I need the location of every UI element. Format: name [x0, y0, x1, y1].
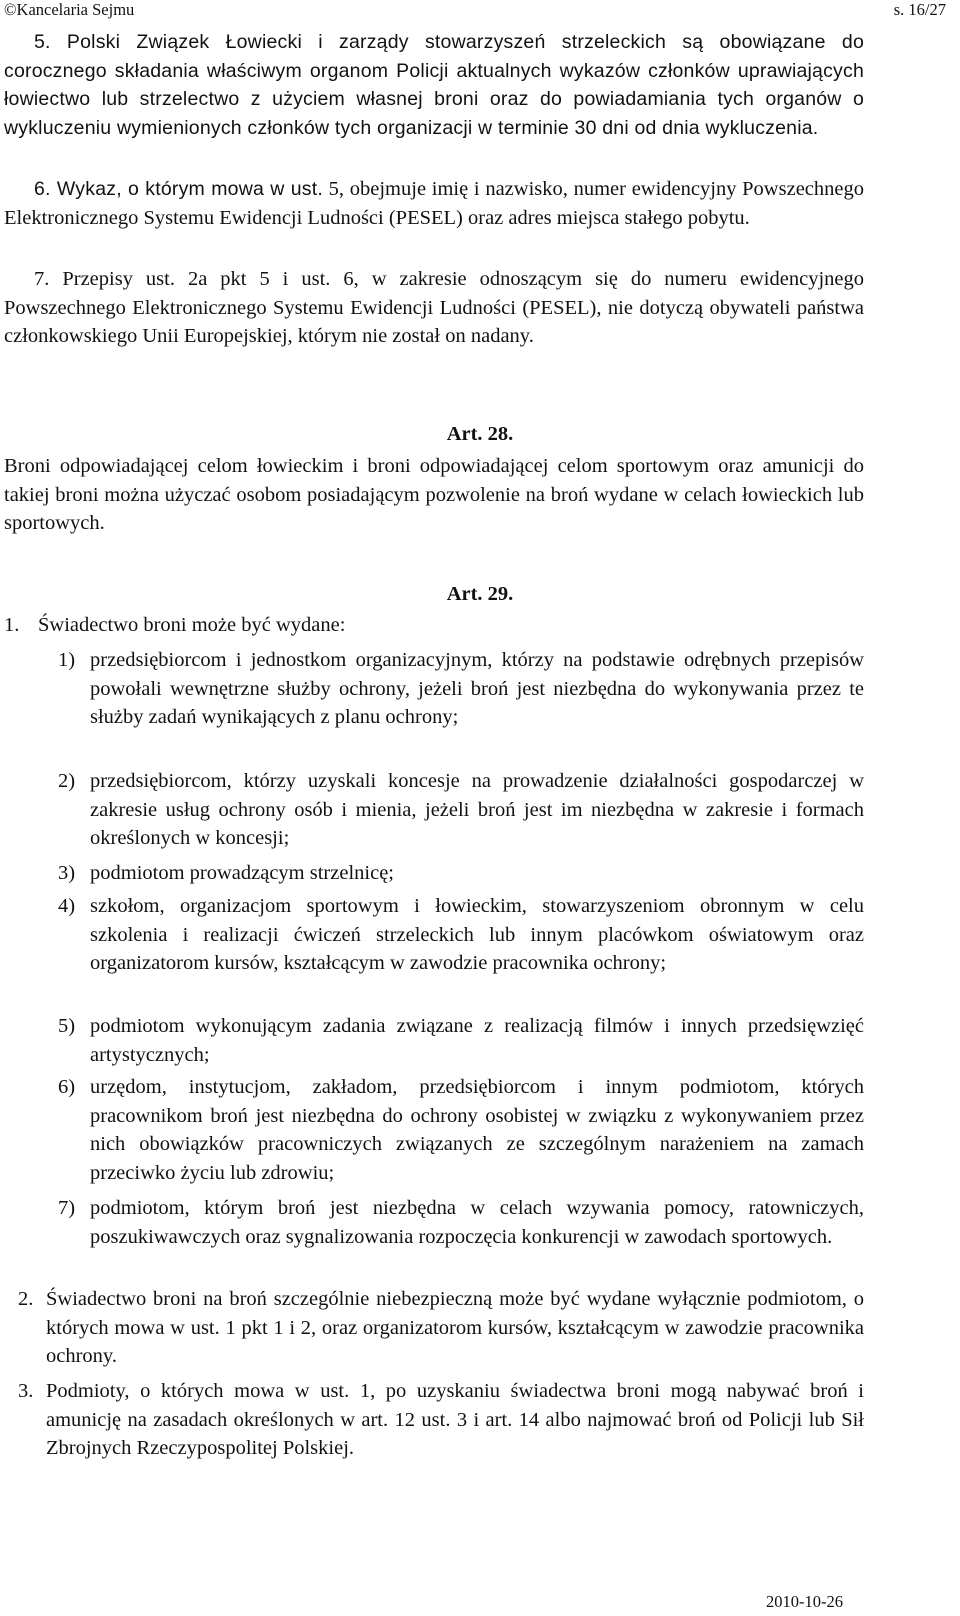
point-text: podmiotom prowadzącym strzelnicę; [90, 862, 394, 884]
ust2-number: 2. [18, 1288, 34, 1310]
article-29-heading: Art. 29. [446, 583, 514, 605]
point-text: przedsiębiorcom i jednostkom organizacyjnym, którzy na podstawie odrębnych przepisów powołali wewnętrzne służby ochrony, jeżeli broń jest niezbędna do wykonywania przez te służby zadań wynikających z planu ochrony; [90, 649, 864, 729]
article-28-heading: Art. 28. [446, 423, 514, 445]
article-28-text: Broni odpowiadającej celom łowieckim i broni odpowiadającej celom sportowym oraz amunicji do takiej broni można użyczać osobom posiadającym pozwolenie na broń wydane w celach łowieckich lub sportowych. [4, 455, 864, 535]
ust1-text: Świadectwo broni może być wydane: [38, 614, 346, 636]
paragraph-ust7: 7. Przepisy ust. 2a pkt 5 i ust. 6, w zakresie odnoszącym się do numeru ewidencyjnego Powszechnego Elektronicznego Systemu Ewidencji Ludności (PESEL), nie dotyczą obywateli państwa członkowskiego Unii Europejskiej, którym nie został on nadany. [4, 268, 864, 348]
page-number: s. 16/27 [893, 0, 946, 19]
page-header [4, 0, 946, 26]
list-item [58, 1073, 864, 1188]
list-item [58, 859, 864, 888]
article-29-ust2 [18, 1285, 864, 1371]
ust1-number: 1. [4, 614, 20, 636]
point-text: urzędom, instytucjom, zakładom, przedsiębiorcom i innym podmiotom, których pracownikom broń jest niezbędna do ochrony osobistej w związku z wykonywaniem przez nich obowiązków pracowniczych związanych ze szczególnym narażeniem na zamach przeciwko życiu lub zdrowiu; [90, 1076, 864, 1185]
ust2-text: Świadectwo broni na broń szczególnie niebezpieczną może być wydane wyłącznie podmiotom, o których mowa w ust. 1 pkt 1 i 2, oraz organizatorom kursów, kształcącym w zawodzie pracownika ochrony. [46, 1288, 864, 1368]
list-item [58, 1194, 864, 1251]
paragraph-ust5: 5. Polski Związek Łowiecki i zarządy stowarzyszeń strzeleckich są obowiązane do corocznego składania właściwym organom Policji aktualnych wykazów członków uprawiających łowiectwo lub strzelectwo z użyciem własnej broni oraz do powiadamiania tych organów o wykluczeniu wymienionych członków tych organizacji w terminie 30 dni od dnia wykluczenia. [4, 31, 864, 140]
point-number: 3) [58, 862, 76, 884]
paragraph-ust6-lead: 6. Wykaz, o którym mowa w ust. [34, 178, 323, 200]
point-number: 2) [58, 770, 76, 792]
point-number: 7) [58, 1197, 76, 1219]
point-text: podmiotom wykonującym zadania związane z realizacją filmów i innych przedsięwzięć artystycznych; [90, 1015, 864, 1066]
point-number: 4) [58, 895, 76, 917]
article-29-ust3 [18, 1377, 864, 1463]
point-text: podmiotom, którym broń jest niezbędna w celach wzywania pomocy, ratowniczych, poszukiwawczych oraz sygnalizowania rozpoczęcia konkurencji w zawodach sportowych. [90, 1197, 864, 1248]
point-number: 6) [58, 1076, 76, 1098]
list-item [58, 1012, 864, 1069]
footer-date: 2010-10-26 [766, 1592, 843, 1611]
ust3-number: 3. [18, 1380, 34, 1402]
point-text: przedsiębiorcom, którzy uzyskali koncesje na prowadzenie działalności gospodarczej w zakresie usług ochrony osób i mienia, jeżeli broń jest im niezbędna w zakresie i formach określonych w koncesji; [90, 770, 864, 850]
point-number: 5) [58, 1015, 76, 1037]
ust3-text: Podmioty, o których mowa w ust. 1, po uzyskaniu świadectwa broni mogą nabywać broń i amunicję na zasadach określonych w art. 12 ust. 3 i art. 14 albo najmować broń od Policji lub Sił Zbrojnych Rzeczypospolitej Polskiej. [46, 1380, 864, 1460]
copyright-label: ©Kancelaria Sejmu [4, 0, 135, 19]
paragraph-ust6 [4, 175, 864, 232]
list-item [58, 892, 864, 978]
point-number: 1) [58, 649, 76, 671]
list-item [58, 767, 864, 853]
paragraph-ust6-rest: 5, obejmuje imię i nazwisko, numer ewidencyjny Powszechnego Elektronicznego Systemu Ewidencji Ludności (PESEL) oraz adres miejsca stałego pobytu. [4, 178, 864, 229]
list-item [58, 646, 864, 732]
article-29-ust1 [4, 611, 864, 640]
point-text: szkołom, organizacjom sportowym i łowieckim, stowarzyszeniom obronnym w celu szkolenia i realizacji ćwiczeń strzeleckich lub innym placówkom oświatowym oraz organizatorom kursów, kształcącym w zawodzie pracownika ochrony; [90, 895, 864, 975]
